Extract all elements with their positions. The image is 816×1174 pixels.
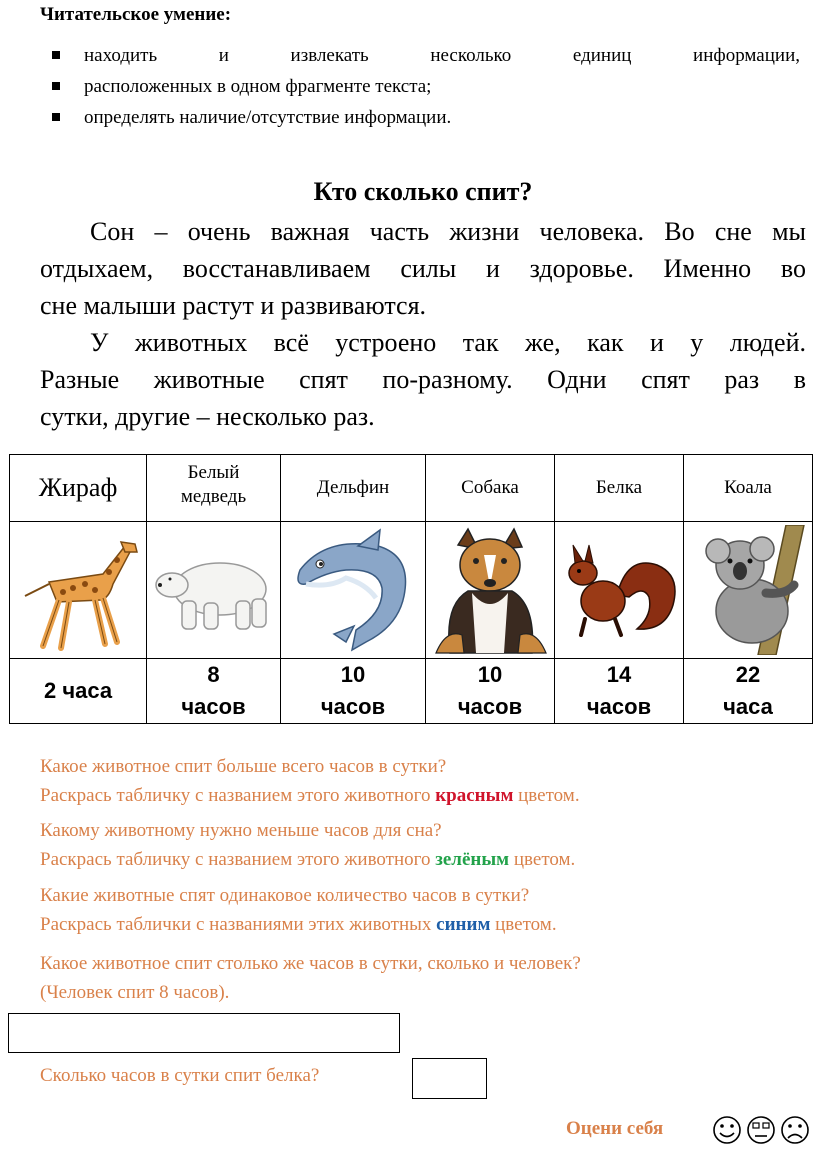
animal-picture-cell: [10, 522, 147, 659]
polar-bear-icon: [152, 545, 276, 635]
animal-name-cell[interactable]: [684, 455, 813, 522]
hours-value: 14: [606, 662, 632, 687]
hours-cell: [147, 659, 281, 724]
giraffe-icon: [13, 526, 143, 654]
text-title: Кто сколько спит?: [313, 177, 533, 206]
dog-icon: [428, 525, 552, 655]
animal-name: Белый: [187, 462, 240, 483]
question-instruction: [40, 910, 800, 939]
hours-value: 8: [207, 662, 220, 687]
answer-box-human-equal[interactable]: [8, 1013, 400, 1053]
hours-cell: [281, 659, 426, 724]
animal-name: медведь: [180, 486, 247, 507]
hours-value: 2: [43, 678, 57, 703]
hours-unit: часов: [181, 694, 246, 719]
question-text: Какое животное спит больше всего часов в сутки?: [40, 756, 447, 777]
paragraph-1: [40, 213, 806, 324]
question-1: [40, 752, 800, 810]
instruction-text: Раскрась таблички с названиями этих животных: [40, 914, 437, 935]
hours-unit: часов: [320, 694, 386, 719]
hours-cell: [555, 659, 684, 724]
hours-value: 22: [735, 662, 761, 687]
instruction-text: цветом.: [509, 849, 576, 870]
animal-picture-cell: [426, 522, 555, 659]
dolphin-icon: [286, 526, 420, 654]
paragraph-line: У животных всё устроено так же, как и у людей.: [90, 328, 806, 357]
sad-face-icon[interactable]: [782, 1117, 808, 1143]
hours-cell: [10, 659, 147, 724]
animal-name: Жираф: [38, 473, 118, 502]
animal-name: Белка: [595, 477, 643, 498]
instruction-text: цветом.: [513, 785, 580, 806]
question-4: [40, 949, 800, 1007]
animal-name-cell[interactable]: [147, 455, 281, 522]
hours-unit: часов: [586, 694, 652, 719]
hours-cell: [684, 659, 813, 724]
paragraph-line: сутки, другие – несколько раз.: [40, 402, 375, 431]
paragraph-2: [40, 324, 806, 435]
skill-item-continuation: [40, 71, 800, 102]
self-assessment-faces: [712, 1113, 812, 1152]
paragraph-line: Разные животные спят по-разному. Одни спят раз в: [40, 365, 806, 394]
animal-name: Собака: [461, 477, 519, 498]
squirrel-icon: [557, 535, 681, 645]
animal-name-cell[interactable]: [281, 455, 426, 522]
color-word-blue: синим: [436, 914, 491, 935]
paragraph-line: отдыхаем, восстанавливаем силы и здоровье. Именно во: [40, 254, 806, 283]
sleep-table: [9, 454, 813, 724]
question-instruction: [40, 845, 800, 874]
self-assessment-label: Оцени себя: [566, 1118, 664, 1139]
question-text: Какое животное спит столько же часов в сутки, сколько и человек?: [40, 953, 581, 974]
skill-title: Читательское умение:: [40, 4, 232, 25]
hours-value: 10: [477, 662, 503, 687]
animal-name-cell[interactable]: [10, 455, 147, 522]
animal-picture-cell: [147, 522, 281, 659]
question-2: [40, 816, 800, 874]
hours-value: 10: [340, 662, 366, 687]
color-word-green: зелёным: [435, 849, 510, 870]
skill-item-text: расположенных в одном фрагменте текста;: [84, 76, 432, 97]
skill-item: [40, 102, 800, 133]
instruction-text: цветом.: [490, 914, 557, 935]
paragraph-line: сне малыши растут и развиваются.: [40, 291, 427, 320]
animal-name: Дельфин: [316, 477, 390, 498]
animal-picture-cell: [555, 522, 684, 659]
happy-face-icon[interactable]: [714, 1117, 740, 1143]
hours-unit: часов: [457, 694, 523, 719]
question-text: Какому животному нужно меньше часов для сна?: [40, 820, 442, 841]
skill-item-text: находить и извлекать несколько единиц информации,: [84, 45, 800, 66]
color-word-red: красным: [435, 785, 514, 806]
hours-unit: часа: [62, 678, 113, 703]
question-instruction: [40, 781, 800, 810]
question-text: Какие животные спят одинаковое количество часов в сутки?: [40, 885, 530, 906]
hours-cell: [426, 659, 555, 724]
skill-list: [40, 40, 800, 133]
question-3: [40, 881, 800, 939]
paragraph-line: Сон – очень важная часть жизни человека. Во сне мы: [90, 217, 806, 246]
question-note: (Человек спит 8 часов).: [40, 982, 230, 1003]
hours-unit: часа: [723, 694, 773, 719]
question-5: Сколько часов в сутки спит белка?: [40, 1065, 320, 1086]
neutral-face-icon[interactable]: [748, 1117, 774, 1143]
skill-item: [40, 40, 800, 71]
instruction-text: Раскрась табличку с названием этого животного: [40, 849, 436, 870]
animal-picture-cell: [281, 522, 426, 659]
animal-picture-cell: [684, 522, 813, 659]
answer-box-squirrel-hours[interactable]: [412, 1058, 487, 1099]
instruction-text: Раскрась табличку с названием этого животного: [40, 785, 436, 806]
animal-name-cell[interactable]: [426, 455, 555, 522]
animal-name: Коала: [724, 477, 772, 498]
koala-icon: [686, 525, 810, 655]
skill-item-text: определять наличие/отсутствие информации.: [84, 107, 452, 128]
animal-name-cell[interactable]: [555, 455, 684, 522]
